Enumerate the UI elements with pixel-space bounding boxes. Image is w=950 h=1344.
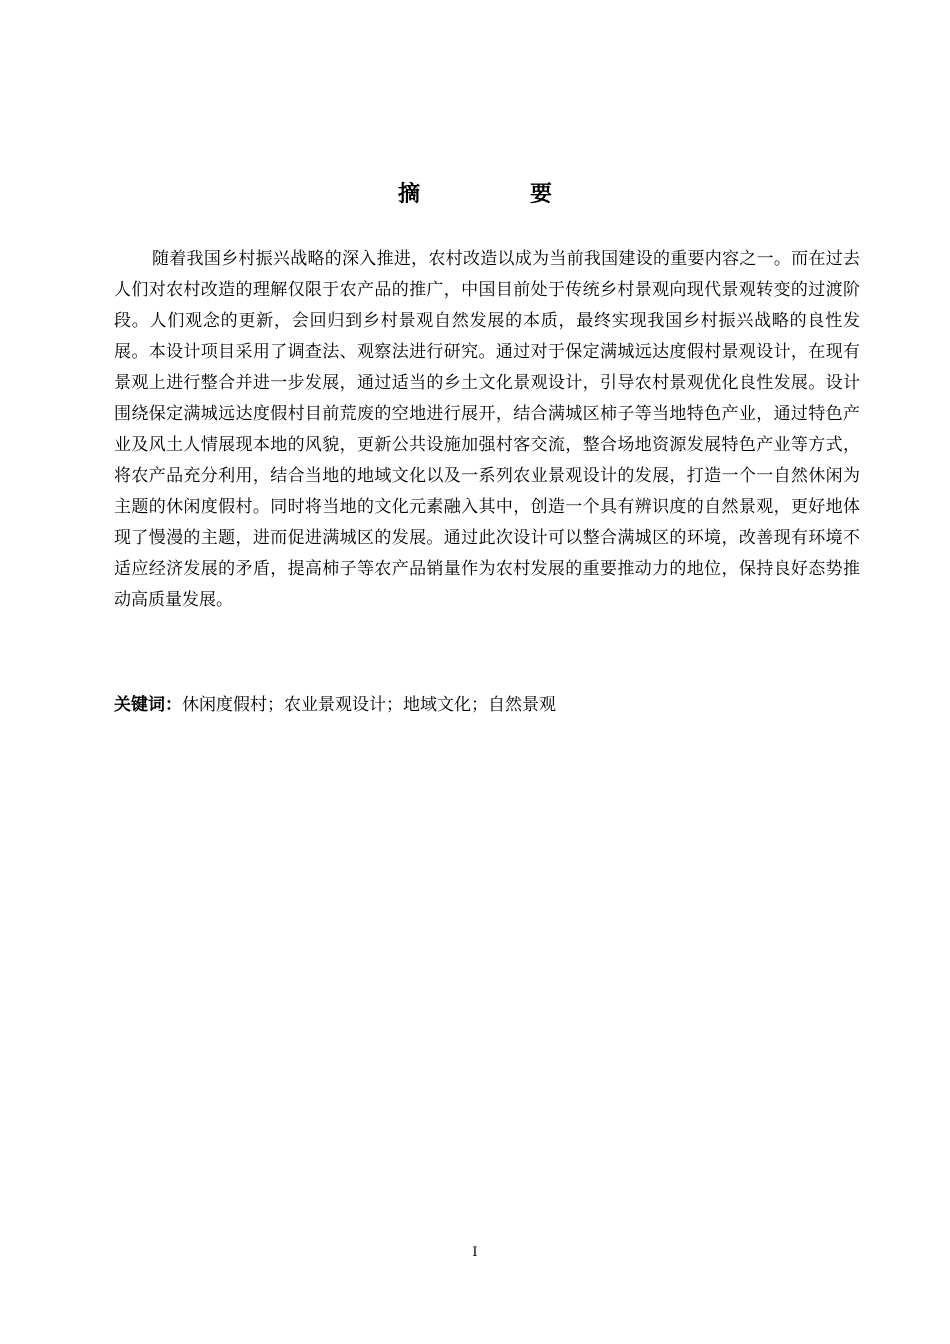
page-number: I [472,1245,478,1260]
abstract-title: 摘 要 [397,182,596,207]
keywords-label: 关键词： [114,695,182,715]
keywords-text: 休闲度假村；农业景观设计；地域文化；自然景观 [182,695,556,715]
abstract-paragraph: 随着我国乡村振兴战略的深入推进，农村改造以成为当前我国建设的重要内容之一。而在过去人们对农村改造的理解仅限于农产品的推广，中国目前处于传统乡村景观向现代景观转变的过渡阶段。人们观念的更新，会回归到乡村景观自然发展的本质，最终实现我国乡村振兴战略的良性发展。本设计项目采用了调查法、观察法进行研究。通过对于保定满城远达度假村景观设计，在现有景观上进行整合并进一步发展，通过适当的乡土文化景观设计，引导农村景观优化良性发展。设计围绕保定满城远达度假村目前荒废的空地进行展开，结合满城区柿子等当地特色产业，通过特色产业及风土人情展现本地的风貌，更新公共设施加强村客交流，整合场地资源发展特色产业等方式，将农产品充分利用，结合当地的地域文化以及一系列农业景观设计的发展，打造一个一自然休闲为主题的休闲度假村。同时将当地的文化元素融入其中，创造一个具有辨识度的自然景观，更好地体现了慢漫的主题，进而促进满城区的发展。通过此次设计可以整合满城区的环境，改善现有环境不适应经济发展的矛盾，提高柿子等农产品销量作为农村发展的重要推动力的地位，保持良好态势推动高质量发展。 [114,249,860,610]
keywords-line [114,690,860,721]
